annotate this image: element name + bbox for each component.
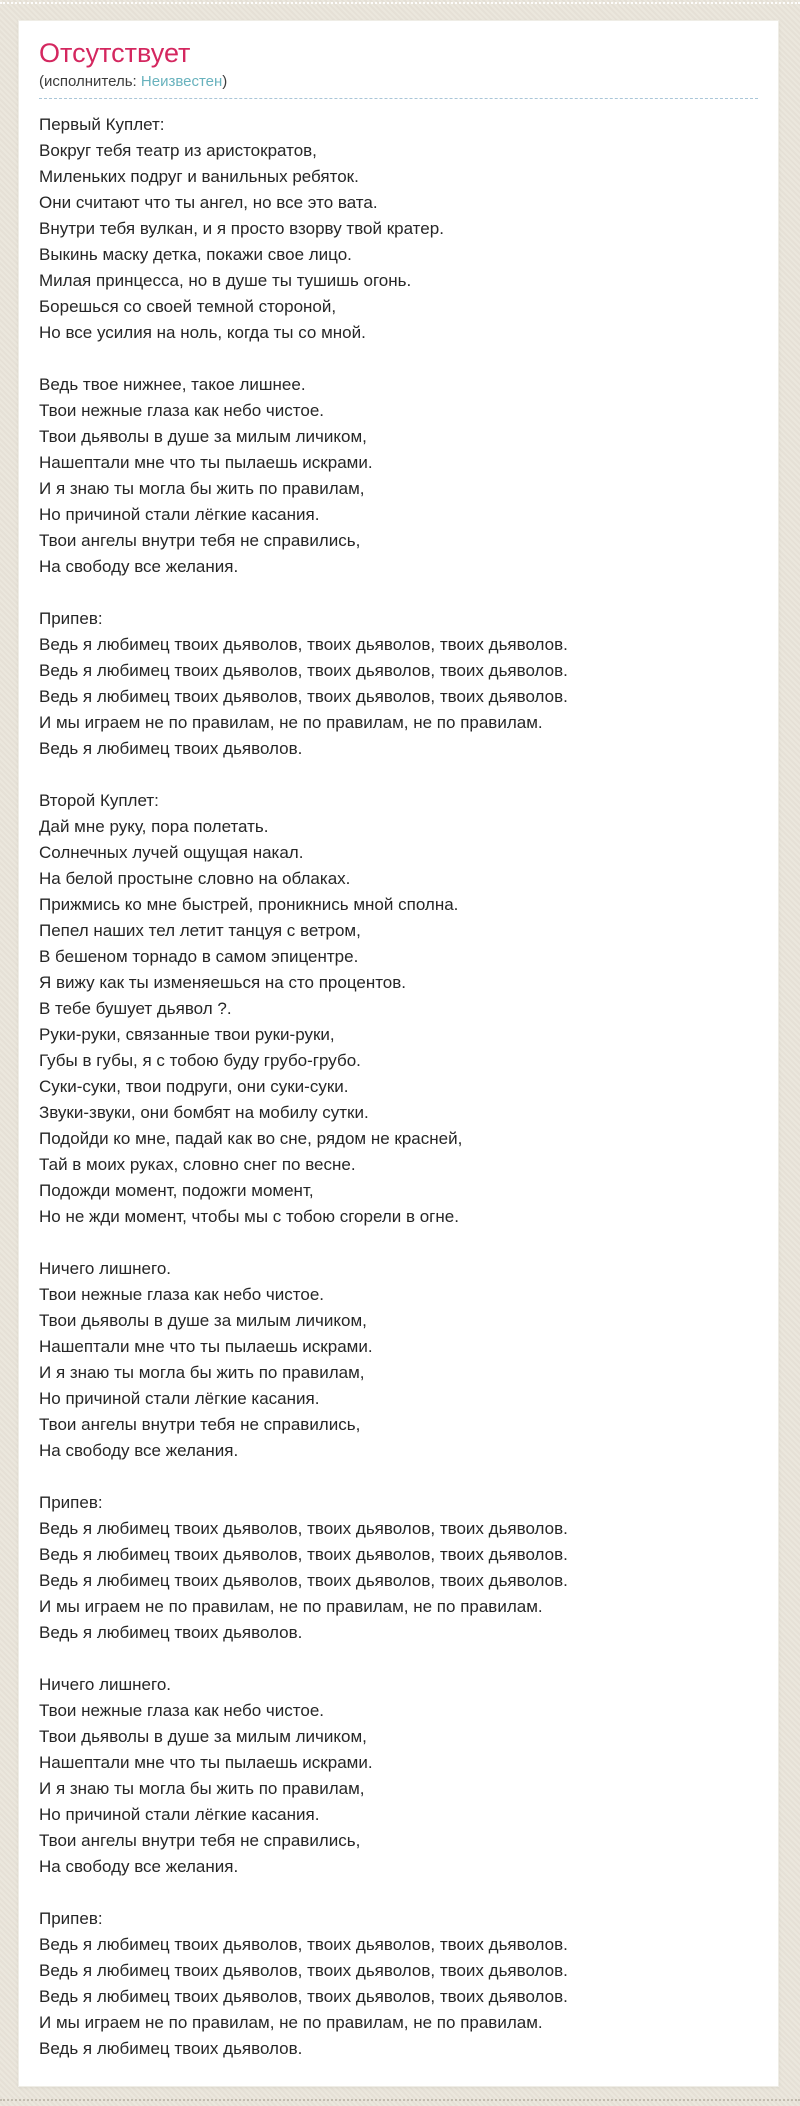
lyrics-line: Вокруг тебя театр из аристократов, xyxy=(39,141,317,160)
header-divider xyxy=(39,98,758,99)
lyrics-line: Милая принцесса, но в душе ты тушишь огонь. xyxy=(39,271,412,290)
lyrics-line: Ведь твое нижнее, такое лишнее. xyxy=(39,375,306,394)
lyrics-line: Пепел наших тел летит танцуя с ветром, xyxy=(39,921,361,940)
lyrics-line: Второй Куплет: xyxy=(39,791,159,810)
lyrics-line: Ничего лишнего. xyxy=(39,1675,171,1694)
lyrics-line: Твои нежные глаза как небо чистое. xyxy=(39,1701,325,1720)
lyrics-line: Твои дьяволы в душе за милым личиком, xyxy=(39,427,367,446)
lyrics-line: Первый Куплет: xyxy=(39,115,165,134)
page-top-dotted-rule xyxy=(0,2,800,4)
lyrics-line: Тай в моих руках, словно снег по весне. xyxy=(39,1155,356,1174)
lyrics-line: Но все усилия на ноль, когда ты со мной. xyxy=(39,323,366,342)
lyrics-line: Выкинь маску детка, покажи свое лицо. xyxy=(39,245,352,264)
lyrics-line: Губы в губы, я с тобою буду грубо-грубо. xyxy=(39,1051,361,1070)
lyrics-line: Ведь я любимец твоих дьяволов. xyxy=(39,1623,303,1642)
lyrics-line: Твои нежные глаза как небо чистое. xyxy=(39,1285,325,1304)
lyrics-line: Нашептали мне что ты пылаешь искрами. xyxy=(39,1337,373,1356)
lyrics-stanza xyxy=(39,1490,758,1646)
lyrics-stanza xyxy=(39,1672,758,1880)
lyrics-line: И я знаю ты могла бы жить по правилам, xyxy=(39,1779,365,1798)
lyrics-line: Твои ангелы внутри тебя не справились, xyxy=(39,1415,361,1434)
lyrics-stanza xyxy=(39,1906,758,2062)
lyrics-line: Но причиной стали лёгкие касания. xyxy=(39,1389,320,1408)
lyrics-text xyxy=(39,112,758,2062)
lyrics-line: На свободу все желания. xyxy=(39,557,239,576)
lyrics-line: Ведь я любимец твоих дьяволов, твоих дьяволов, твоих дьяволов. xyxy=(39,1571,568,1590)
song-title: Отсутствует xyxy=(39,38,191,68)
lyrics-line: На свободу все желания. xyxy=(39,1857,239,1876)
lyrics-line: В бешеном торнадо в самом эпицентре. xyxy=(39,947,359,966)
lyrics-line: Твои дьяволы в душе за милым личиком, xyxy=(39,1727,367,1746)
page-bottom-dotted-rule xyxy=(0,2099,800,2101)
lyrics-line: Солнечных лучей ощущая накал. xyxy=(39,843,304,862)
lyrics-line: Но причиной стали лёгкие касания. xyxy=(39,1805,320,1824)
lyrics-line: Ведь я любимец твоих дьяволов, твоих дьяволов, твоих дьяволов. xyxy=(39,1935,568,1954)
artist-link[interactable]: Неизвестен xyxy=(140,73,223,90)
artist-label-close: ) xyxy=(222,73,228,90)
lyrics-line: Миленьких подруг и ванильных ребяток. xyxy=(39,167,359,186)
lyrics-line: Ведь я любимец твоих дьяволов. xyxy=(39,739,303,758)
lyrics-line: Твои ангелы внутри тебя не справились, xyxy=(39,1831,361,1850)
artist-line xyxy=(39,72,758,92)
lyrics-line: Нашептали мне что ты пылаешь искрами. xyxy=(39,1753,373,1772)
lyrics-line: Я вижу как ты изменяешься на сто процентов. xyxy=(39,973,407,992)
lyrics-stanza xyxy=(39,112,758,346)
lyrics-line: Но причиной стали лёгкие касания. xyxy=(39,505,320,524)
lyrics-line: Ничего лишнего. xyxy=(39,1259,171,1278)
lyrics-stanza xyxy=(39,372,758,580)
lyrics-line: И я знаю ты могла бы жить по правилам, xyxy=(39,1363,365,1382)
lyrics-line: Прижмись ко мне быстрей, проникнись мной сполна. xyxy=(39,895,459,914)
lyrics-line: Они считают что ты ангел, но все это вата. xyxy=(39,193,378,212)
lyrics-line: Припев: xyxy=(39,1493,103,1512)
lyrics-line: Ведь я любимец твоих дьяволов, твоих дьяволов, твоих дьяволов. xyxy=(39,1961,568,1980)
lyrics-line: Звуки-звуки, они бомбят на мобилу сутки. xyxy=(39,1103,369,1122)
lyrics-line: И мы играем не по правилам, не по правилам, не по правилам. xyxy=(39,1597,543,1616)
lyrics-line: Но не жди момент, чтобы мы с тобою сгорели в огне. xyxy=(39,1207,459,1226)
lyrics-line: И я знаю ты могла бы жить по правилам, xyxy=(39,479,365,498)
lyrics-line: На свободу все желания. xyxy=(39,1441,239,1460)
lyrics-line: И мы играем не по правилам, не по правилам, не по правилам. xyxy=(39,2013,543,2032)
lyrics-line: Твои нежные глаза как небо чистое. xyxy=(39,401,325,420)
lyrics-line: Руки-руки, связанные твои руки-руки, xyxy=(39,1025,335,1044)
lyrics-line: Ведь я любимец твоих дьяволов, твоих дьяволов, твоих дьяволов. xyxy=(39,661,568,680)
lyrics-line: Ведь я любимец твоих дьяволов. xyxy=(39,2039,303,2058)
lyrics-stanza xyxy=(39,1256,758,1464)
lyrics-line: Ведь я любимец твоих дьяволов, твоих дьяволов, твоих дьяволов. xyxy=(39,1987,568,2006)
lyrics-card xyxy=(18,20,779,2087)
lyrics-line: Твои дьяволы в душе за милым личиком, xyxy=(39,1311,367,1330)
lyrics-line: Припев: xyxy=(39,1909,103,1928)
lyrics-line: Борешься со своей темной стороной, xyxy=(39,297,337,316)
artist-label-open: (исполнитель: xyxy=(39,73,137,90)
lyrics-line: Ведь я любимец твоих дьяволов, твоих дьяволов, твоих дьяволов. xyxy=(39,1545,568,1564)
lyrics-line: Твои ангелы внутри тебя не справились, xyxy=(39,531,361,550)
lyrics-line: На белой простыне словно на облаках. xyxy=(39,869,351,888)
lyrics-line: Подойди ко мне, падай как во сне, рядом не красней, xyxy=(39,1129,463,1148)
lyrics-line: Подожди момент, подожги момент, xyxy=(39,1181,314,1200)
lyrics-line: В тебе бушует дьявол ?. xyxy=(39,999,232,1018)
lyrics-line: Ведь я любимец твоих дьяволов, твоих дьяволов, твоих дьяволов. xyxy=(39,635,568,654)
lyrics-line: Припев: xyxy=(39,609,103,628)
lyrics-line: И мы играем не по правилам, не по правилам, не по правилам. xyxy=(39,713,543,732)
lyrics-line: Нашептали мне что ты пылаешь искрами. xyxy=(39,453,373,472)
lyrics-line: Суки-суки, твои подруги, они суки-суки. xyxy=(39,1077,349,1096)
lyrics-line: Дай мне руку, пора полетать. xyxy=(39,817,269,836)
lyrics-stanza xyxy=(39,606,758,762)
lyrics-line: Внутри тебя вулкан, и я просто взорву твой кратер. xyxy=(39,219,444,238)
lyrics-stanza xyxy=(39,788,758,1230)
lyrics-line: Ведь я любимец твоих дьяволов, твоих дьяволов, твоих дьяволов. xyxy=(39,1519,568,1538)
lyrics-line: Ведь я любимец твоих дьяволов, твоих дьяволов, твоих дьяволов. xyxy=(39,687,568,706)
